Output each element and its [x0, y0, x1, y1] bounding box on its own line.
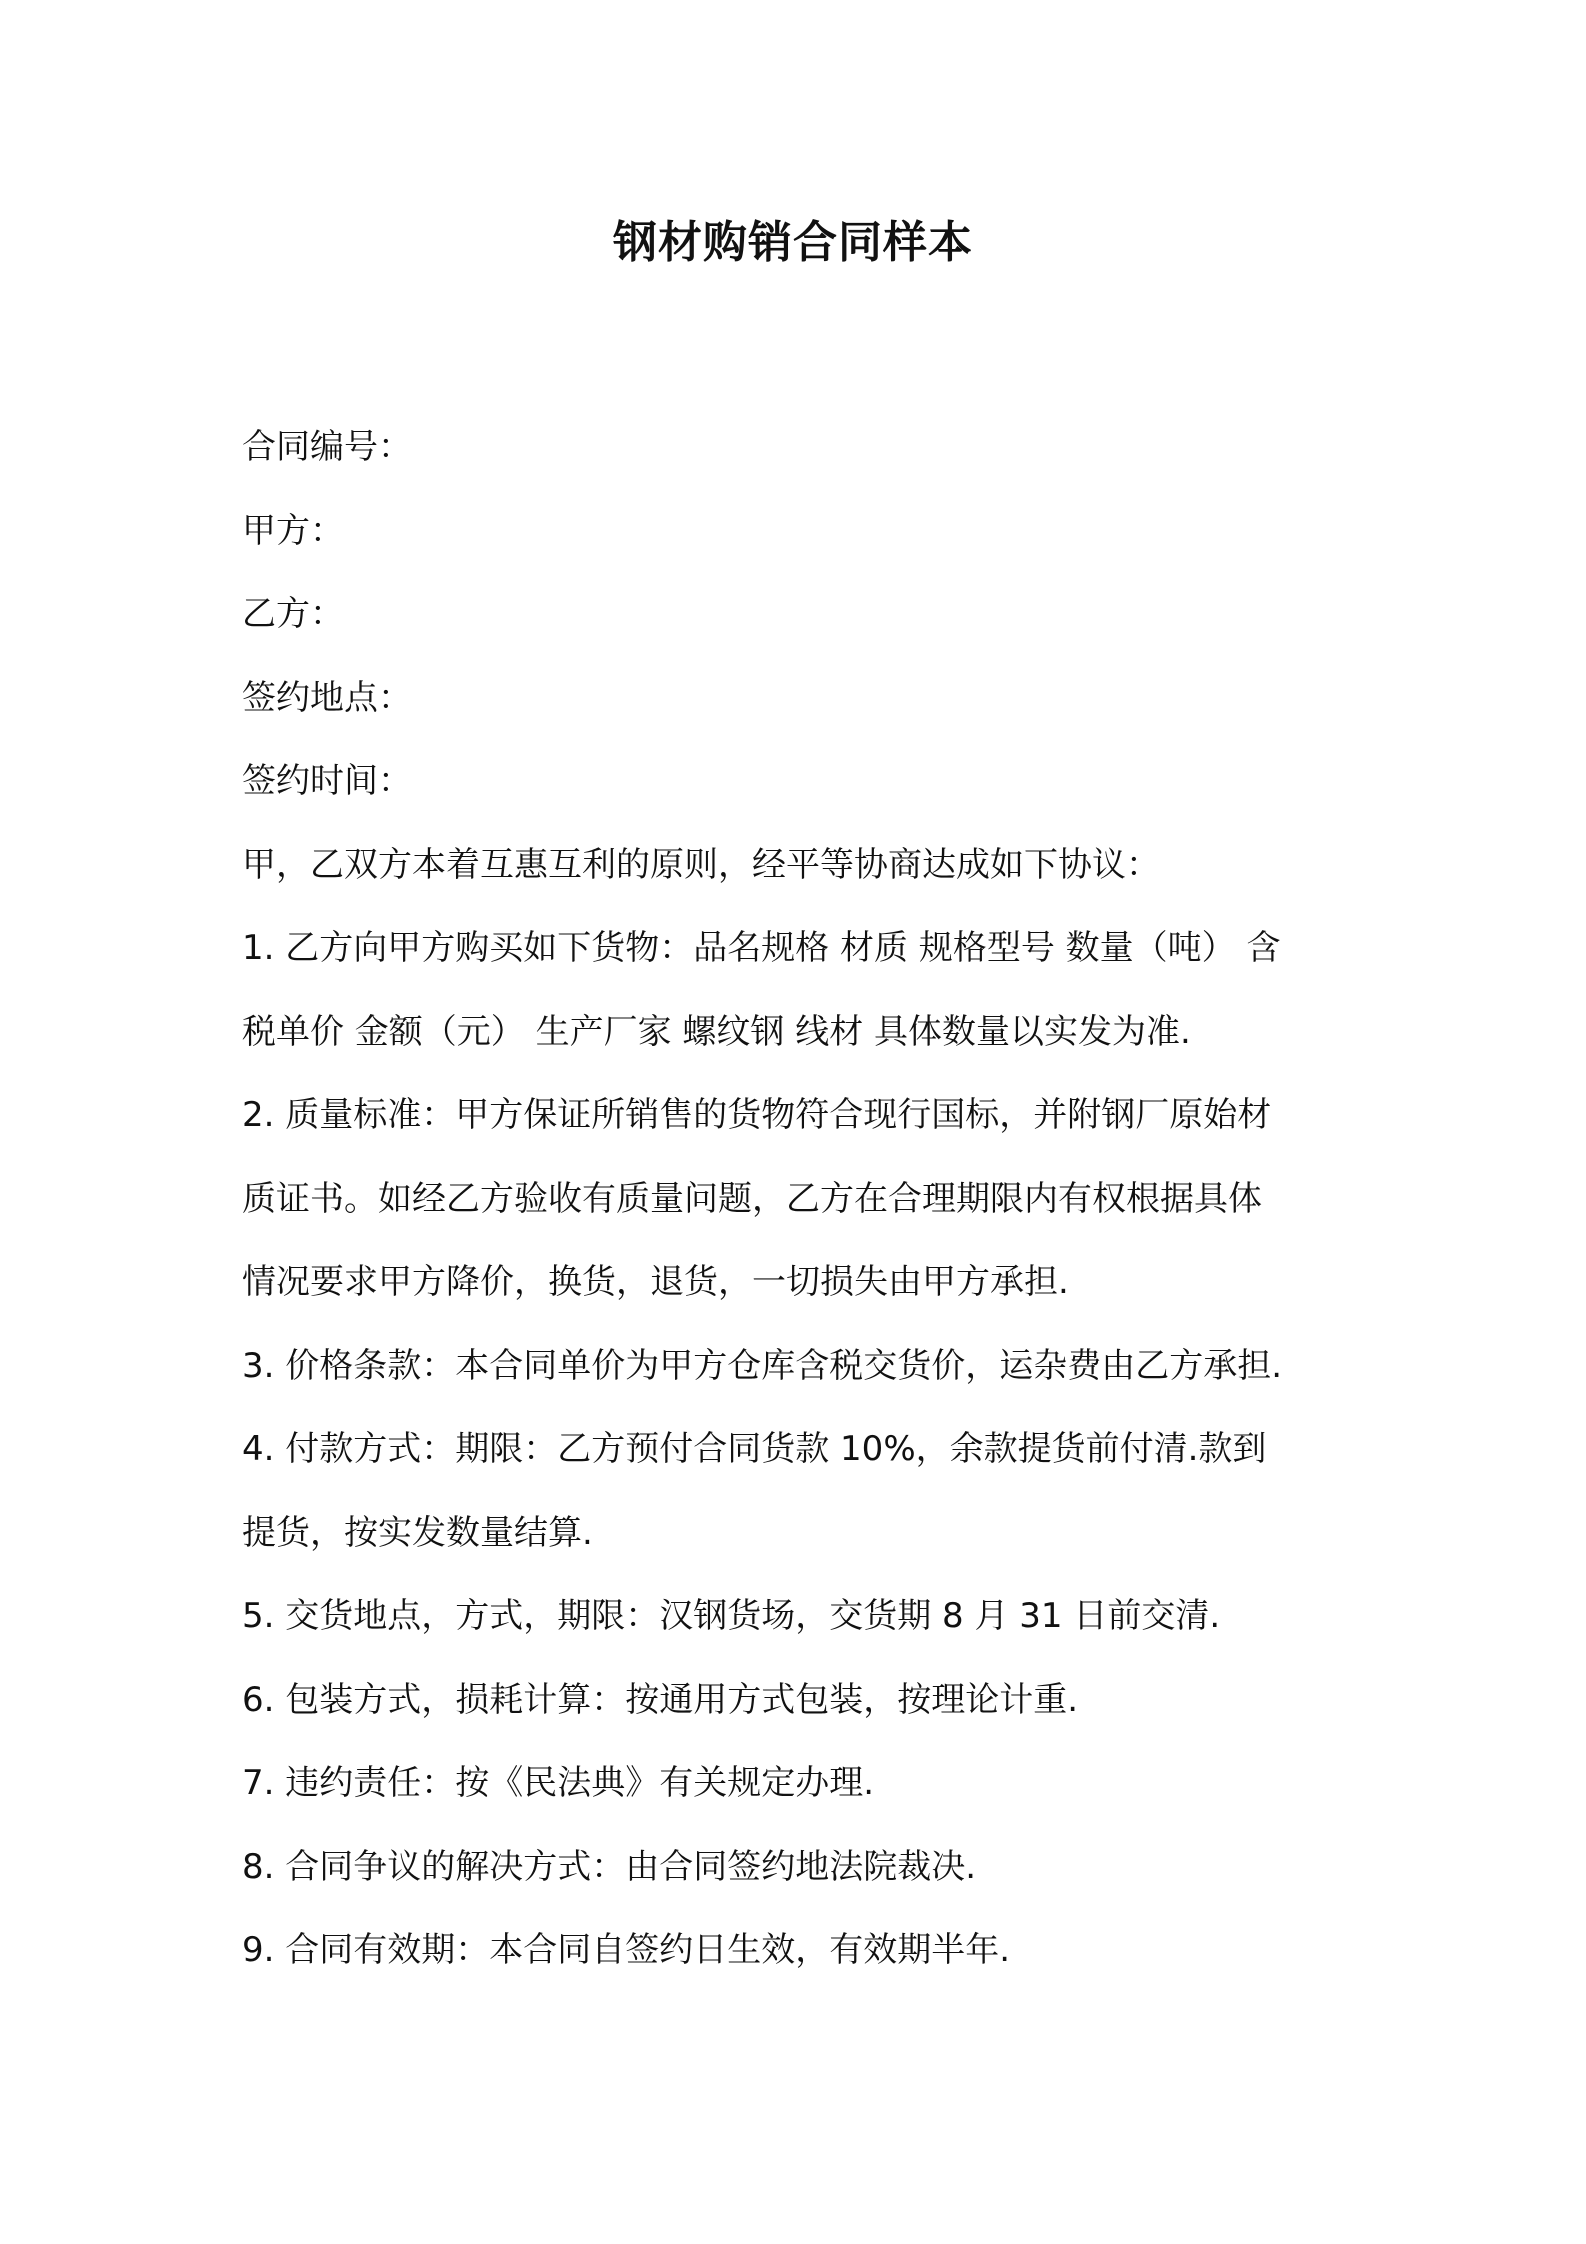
clause-8 [242, 1826, 1352, 1910]
clause-line: 1. 乙方向甲方购买如下货物：品名规格 材质 规格型号 数量（吨） 含 [242, 928, 1281, 968]
clause-line: 提货，按实发数量结算. [242, 1512, 593, 1553]
clause-5 [242, 1575, 1352, 1659]
clause-4 [242, 1408, 1352, 1575]
clause-line: 9. 合同有效期：本合同自签约日生效，有效期半年. [242, 1930, 1011, 1970]
clause-line: 6. 包装方式，损耗计算：按通用方式包装，按理论计重. [242, 1679, 1079, 1720]
clause-1 [242, 907, 1352, 1074]
clause-9 [242, 1909, 1352, 1993]
clause-line: 税单价 金额（元） 生产厂家 螺纹钢 线材 具体数量以实发为准. [242, 1011, 1191, 1052]
clause-7 [242, 1742, 1352, 1826]
clause-line: 8. 合同争议的解决方式：由合同签约地法院裁决. [242, 1846, 977, 1887]
document-title: 钢材购销合同样本 [613, 217, 973, 268]
clause-6 [242, 1659, 1352, 1743]
clause-line: 3. 价格条款：本合同单价为甲方仓库含税交货价，运杂费由乙方承担. [242, 1345, 1283, 1386]
field-contract-number: 合同编号： [242, 427, 412, 467]
field-signing-time: 签约时间： [242, 761, 412, 801]
field-signing-place: 签约地点： [242, 677, 412, 718]
clause-line: 2. 质量标准：甲方保证所销售的货物符合现行国标，并附钢厂原始材 [242, 1095, 1272, 1135]
document-body [242, 406, 1352, 1993]
clause-line: 4. 付款方式：期限：乙方预付合同货款 10%，余款提货前付清.款到 [242, 1429, 1267, 1469]
clause-2 [242, 1074, 1352, 1325]
intro-paragraph: 甲，乙双方本着互惠互利的原则，经平等协商达成如下协议： [242, 844, 1160, 885]
clause-line: 质证书。如经乙方验收有质量问题，乙方在合理期限内有权根据具体 [242, 1178, 1262, 1219]
field-party-b: 乙方： [242, 594, 344, 634]
clause-line: 7. 违约责任：按《民法典》有关规定办理. [242, 1763, 875, 1803]
field-party-a: 甲方： [242, 510, 344, 551]
clause-line: 情况要求甲方降价，换货，退货，一切损失由甲方承担. [242, 1262, 1069, 1302]
clause-3 [242, 1325, 1352, 1409]
clause-line: 5. 交货地点，方式，期限：汉钢货场，交货期 8 月 31 日前交清. [242, 1596, 1221, 1636]
